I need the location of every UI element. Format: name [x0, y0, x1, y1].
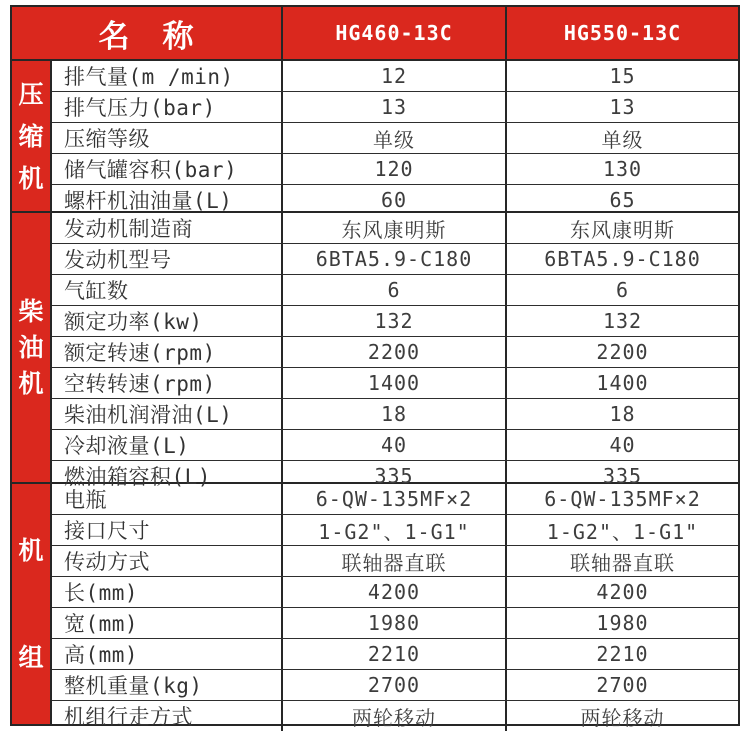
value-hg460-cell: 2700 [283, 670, 507, 700]
value-hg460-cell: 60 [283, 185, 507, 215]
section-label-char: 机 [18, 369, 44, 398]
row-label: 压缩等级 [52, 123, 283, 153]
value-hg550-cell: 18 [609, 402, 636, 426]
table-row [52, 244, 738, 275]
value-hg460-cell: 单级 [283, 123, 507, 153]
table-row [52, 515, 738, 546]
value-hg460-cell: 两轮移动 [283, 701, 507, 731]
value-hg550-cell: 2210 [596, 642, 649, 666]
header-model-hg550: HG550-13C [563, 21, 682, 45]
value-hg550-cell: 13 [609, 95, 636, 119]
table-row [52, 670, 738, 701]
spec-table [10, 5, 740, 730]
table-header-row [12, 7, 738, 59]
section-label-char: 机 [18, 536, 44, 565]
row-label: 冷却液量(L) [52, 430, 283, 460]
header-model-hg460: HG460-13C [283, 7, 507, 59]
row-label: 接口尺寸 [52, 515, 283, 545]
section-label-char: 压 [18, 79, 44, 109]
table-row [52, 701, 738, 731]
row-label: 螺杆机油油量(L) [52, 185, 283, 215]
row-label: 传动方式 [52, 546, 283, 576]
value-hg460-cell: 1-G2"、1-G1" [283, 515, 507, 545]
value-hg550-cell: 1980 [596, 611, 649, 635]
section-label-char: 油 [18, 333, 44, 362]
section-unit [12, 482, 738, 730]
value-hg460-cell: 联轴器直联 [283, 546, 507, 576]
section-label-diesel-engine [12, 213, 52, 482]
table-row [52, 275, 738, 306]
value-hg460-cell: 1980 [283, 608, 507, 638]
value-hg550-cell: 6 [615, 278, 630, 302]
table-row [52, 213, 738, 244]
value-hg460-cell: 6-QW-135MF×2 [283, 484, 507, 514]
row-label: 长(mm) [52, 577, 283, 607]
value-hg550-cell: 132 [602, 309, 643, 333]
value-hg550-cell: 15 [609, 64, 636, 88]
row-label: 额定功率(kw) [52, 306, 283, 336]
section-rows [52, 61, 738, 211]
table-row [52, 608, 738, 639]
section-label-compressor [12, 61, 52, 211]
table-row [52, 306, 738, 337]
table-row [52, 92, 738, 123]
value-hg460-cell: 132 [283, 306, 507, 336]
table-row [52, 546, 738, 577]
row-label: 气缸数 [52, 275, 283, 305]
section-compressor [12, 59, 738, 211]
value-hg460-cell: 335 [283, 461, 507, 491]
table-row [52, 484, 738, 515]
value-hg460-cell: 6 [283, 275, 507, 305]
value-hg460-cell: 13 [283, 92, 507, 122]
value-hg550-cell: 4200 [596, 580, 649, 604]
row-label: 发动机型号 [52, 244, 283, 274]
row-label: 电瓶 [52, 484, 283, 514]
section-label-char: 组 [18, 643, 44, 672]
value-hg460-cell: 4200 [283, 577, 507, 607]
value-hg550-cell: 6-QW-135MF×2 [544, 487, 701, 511]
table-row [52, 577, 738, 608]
value-hg460-cell: 18 [283, 399, 507, 429]
value-hg550-cell: 2200 [596, 340, 649, 364]
value-hg460-cell: 40 [283, 430, 507, 460]
table-row [52, 123, 738, 154]
value-hg460-cell: 2200 [283, 337, 507, 367]
row-label: 排气压力(bar) [52, 92, 283, 122]
section-label-char: 柴 [18, 297, 44, 326]
row-label: 发动机制造商 [52, 213, 283, 243]
value-hg460-cell: 6BTA5.9-C180 [283, 244, 507, 274]
value-hg550-cell: 335 [602, 464, 643, 488]
row-label: 高(mm) [52, 639, 283, 669]
row-label: 空转转速(rpm) [52, 368, 283, 398]
table-row [52, 430, 738, 461]
value-hg550-cell: 40 [609, 433, 636, 457]
value-hg460-cell: 东风康明斯 [283, 213, 507, 243]
row-label: 储气罐容积(bar) [52, 154, 283, 184]
value-hg550-cell: 65 [609, 188, 636, 212]
table-row [52, 368, 738, 399]
table-row [52, 399, 738, 430]
section-label-char: 机 [18, 163, 44, 193]
value-hg550-cell: 1400 [596, 371, 649, 395]
value-hg460-cell: 1400 [283, 368, 507, 398]
table-row [52, 61, 738, 92]
row-label: 宽(mm) [52, 608, 283, 638]
table-row [52, 337, 738, 368]
value-hg550-cell: 东风康明斯 [570, 217, 675, 242]
value-hg550-cell: 130 [602, 157, 643, 181]
value-hg550-cell: 两轮移动 [580, 705, 665, 730]
header-name-cell: 名 称 [12, 7, 283, 59]
value-hg550-cell: 2700 [596, 673, 649, 697]
value-hg550-cell: 6BTA5.9-C180 [544, 247, 701, 271]
value-hg460-cell: 2210 [283, 639, 507, 669]
section-diesel-engine [12, 211, 738, 489]
row-label: 燃油箱容积(L) [52, 461, 283, 491]
value-hg550-cell: 1-G2"、1-G1" [546, 519, 699, 544]
row-label: 排气量(m /min) [52, 61, 283, 91]
section-rows [52, 484, 738, 730]
section-label-char: 缩 [18, 121, 44, 151]
table-row [52, 639, 738, 670]
value-hg460-cell: 12 [283, 61, 507, 91]
value-hg550-cell: 联轴器直联 [570, 550, 675, 575]
row-label: 柴油机润滑油(L) [52, 399, 283, 429]
section-rows [52, 213, 738, 489]
row-label: 整机重量(kg) [52, 670, 283, 700]
value-hg460-cell: 120 [283, 154, 507, 184]
section-label-unit [12, 484, 52, 724]
row-label: 机组行走方式 [52, 701, 283, 731]
table-row [52, 154, 738, 185]
value-hg550-cell: 单级 [601, 127, 644, 152]
row-label: 额定转速(rpm) [52, 337, 283, 367]
table-row [52, 185, 738, 215]
